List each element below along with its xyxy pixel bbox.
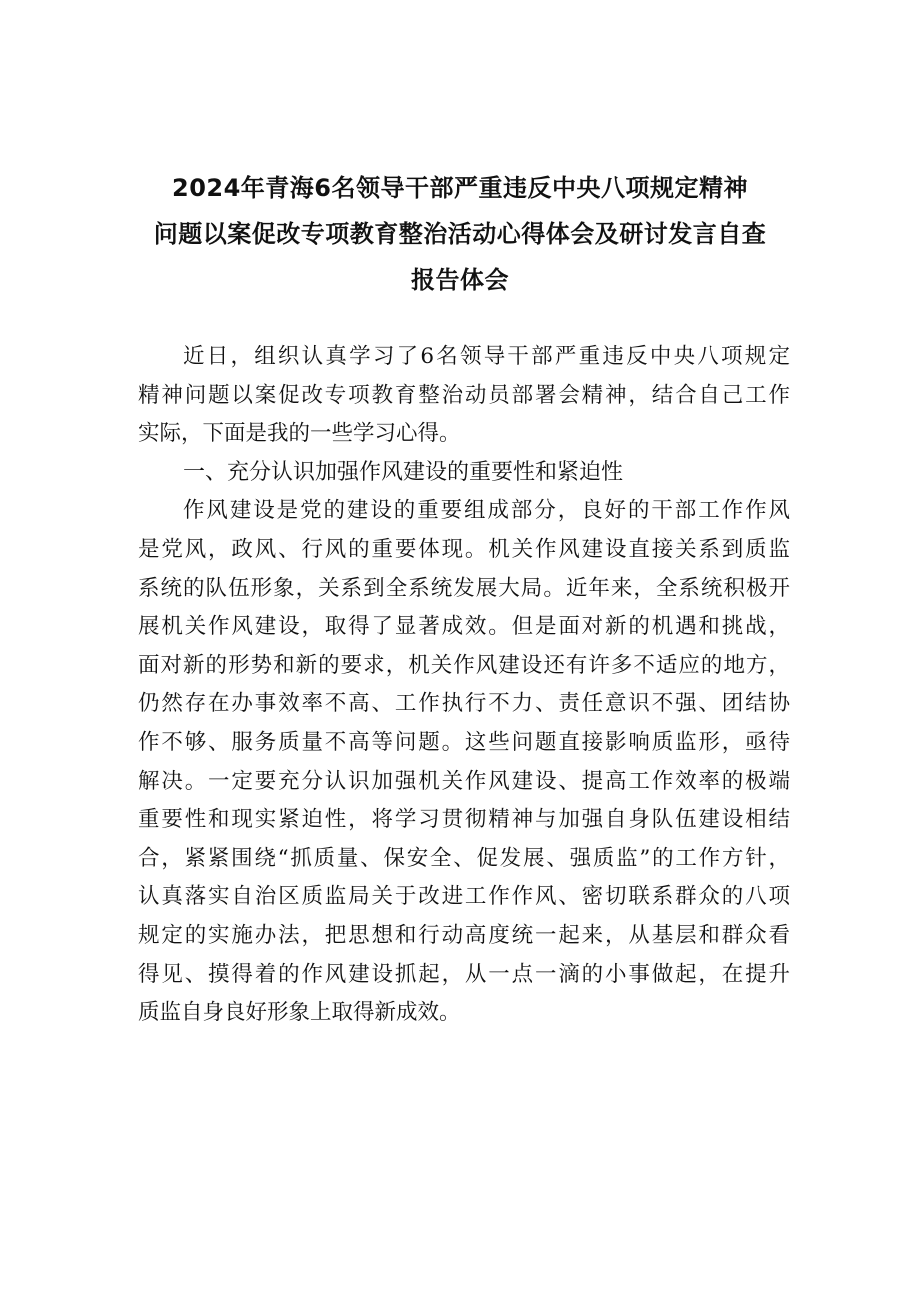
- paragraph-line: 是党风，政风、行风的重要体现。机关作风建设直接关系到质监: [138, 536, 790, 562]
- paragraph-line: 规定的实施办法，把思想和行动高度统一起来，从基层和群众看: [138, 922, 790, 948]
- paragraph-line: 实际，下面是我的一些学习心得。: [138, 421, 461, 447]
- paragraph-line: 质监自身良好形象上取得新成效。: [138, 1000, 461, 1026]
- document-body: [138, 338, 790, 1033]
- paragraph-line: 作不够、服务质量不高等问题。这些问题直接影响质监形，亟待: [138, 729, 790, 755]
- title-line-1: 2024年青海6名领导干部严重违反中央八项规定精神: [172, 174, 748, 202]
- paragraph-line: 展机关作风建设，取得了显著成效。但是面对新的机遇和挑战，: [138, 614, 790, 640]
- body-paragraph: [138, 492, 790, 1032]
- title-line-3: 报告体会: [411, 266, 509, 294]
- section-heading: 一、充分认识加强作风建设的重要性和紧迫性: [183, 459, 624, 485]
- intro-paragraph: [138, 338, 790, 454]
- paragraph-line: 得见、摸得着的作风建设抓起，从一点一滴的小事做起，在提升: [138, 961, 790, 987]
- paragraph-line: 重要性和现实紧迫性，将学习贯彻精神与加强自身队伍建设相结: [138, 807, 790, 833]
- document-title: [110, 165, 810, 303]
- paragraph-line: 系统的队伍形象，关系到全系统发展大局。近年来，全系统积极开: [138, 575, 790, 601]
- paragraph-line: 面对新的形势和新的要求，机关作风建设还有许多不适应的地方，: [138, 652, 790, 678]
- paragraph-line: 仍然存在办事效率不高、工作执行不力、责任意识不强、团结协: [138, 691, 790, 717]
- paragraph-line: 认真落实自治区质监局关于改进工作作风、密切联系群众的八项: [138, 884, 790, 910]
- paragraph-line: 合，紧紧围绕“抓质量、保安全、促发展、强质监”的工作方针，: [138, 845, 790, 871]
- paragraph-line: 精神问题以案促改专项教育整治动员部署会精神，结合自己工作: [138, 382, 790, 408]
- paragraph-line: 作风建设是党的建设的重要组成部分，良好的干部工作作风: [183, 498, 790, 524]
- paragraph-line: 近日，组织认真学习了6名领导干部严重违反中央八项规定: [183, 344, 790, 369]
- title-line-2: 问题以案促改专项教育整治活动心得体会及研讨发言自查: [153, 220, 767, 248]
- paragraph-line: 解决。一定要充分认识加强机关作风建设、提高工作效率的极端: [138, 768, 790, 794]
